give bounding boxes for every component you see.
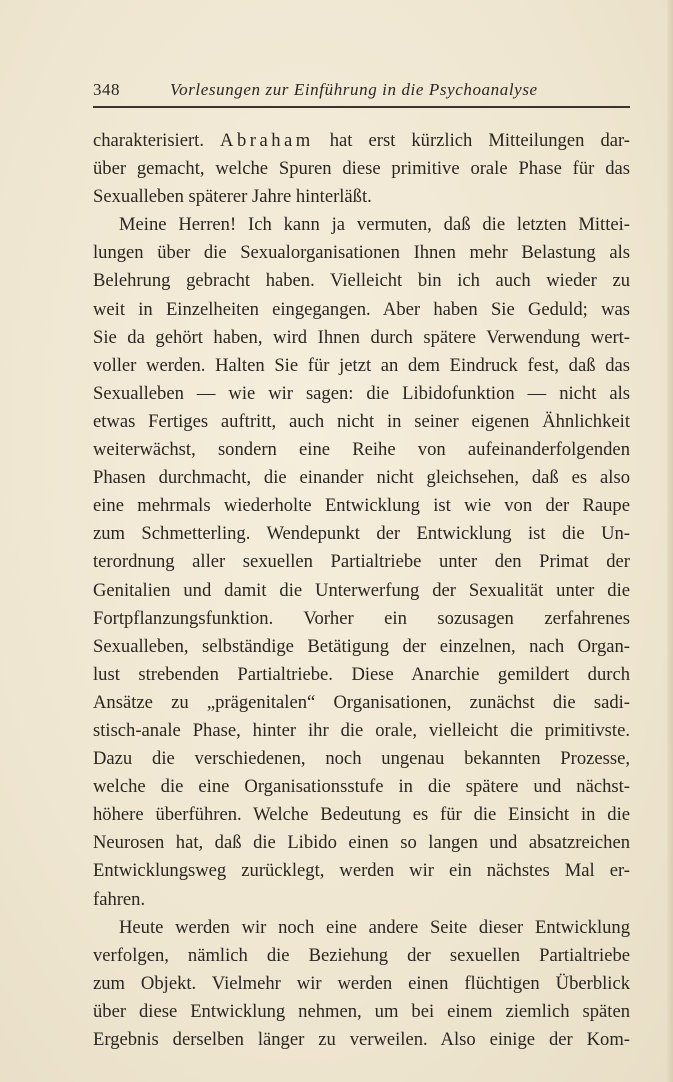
spaced-author-name: Abraham [220,130,314,151]
text-line: Sexualleben — wie wir sagen: die Libidofunktion — nicht als [93,382,630,404]
text-line: verfolgen, nämlich die Beziehung der sexuellen Partialtriebe [93,944,630,966]
text-line: terordnung aller sexuellen Partialtriebe unter den Primat der [93,551,630,573]
first-line-before: charakterisiert. [93,130,221,151]
text-line: Phasen durchmacht, die einander nicht gleichsehen, daß es also [93,467,630,489]
text-line: zum Objekt. Vielmehr wir werden einen flüchtigen Überblick [93,972,630,994]
text-line: lungen über die Sexualorganisationen Ihnen mehr Belastung als [93,242,630,264]
text-line: stisch-anale Phase, hinter ihr die orale, vielleicht die primitivste. [93,719,630,741]
text-line: Heute werden wir noch eine andere Seite dieser Entwicklung [119,916,630,938]
text-line: Sexualleben späterer Jahre hinterläßt. [93,186,372,208]
text-line: über gemacht, welche Spuren diese primitive orale Phase für das [93,158,630,180]
text-line: Dazu die verschiedenen, noch ungenau bekannten Prozesse, [93,748,630,770]
text-line: über diese Entwicklung nehmen, um bei einem ziemlich späten [93,1000,630,1022]
text-line: Fortpflanzungsfunktion. Vorher ein sozusagen zerfahrenes [93,607,630,629]
text-line: Ergebnis derselben länger zu verweilen. Also einige der Kom- [93,1029,630,1050]
text-line: Sexualleben, selbständige Betätigung der einzelnen, nach Organ- [93,635,630,657]
text-line: weiterwächst, sondern eine Reihe von aufeinanderfolgenden [93,439,630,461]
text-line: Belehrung gebracht haben. Vielleicht bin ich auch wieder zu [93,270,630,292]
page-number: 348 [93,80,120,99]
text-line: weit in Einzelheiten eingegangen. Aber haben Sie Geduld; was [93,298,630,320]
first-line-after: hat erst kürzlich Mitteilungen dar- [313,130,630,151]
text-line: etwas Fertiges auftritt, auch nicht in seiner eigenen Ähnlichkeit [93,410,630,432]
text-line: Neurosen hat, daß die Libido einen so langen und absatzreichen [93,832,630,854]
text-line: Sie da gehört haben, wird Ihnen durch spätere Verwendung wert- [93,326,630,348]
text-line: voller werden. Halten Sie für jetzt an dem Eindruck fest, daß das [93,354,630,376]
text-line: lust strebenden Partialtriebe. Diese Anarchie gemildert durch [93,663,630,685]
text-line: welche die eine Organisationsstufe in die spätere und nächst- [93,776,630,798]
header-rule [93,106,630,108]
text-line: eine mehrmals wiederholte Entwicklung ist wie von der Raupe [93,495,630,517]
running-title: Vorlesungen zur Einführung in die Psychoanalyse [170,80,538,99]
text-line: Entwicklungsweg zurücklegt, werden wir ein nächstes Mal er- [93,860,630,882]
text-line: Ansätze zu „prägenitalen“ Organisationen, zunächst die sadi- [93,691,630,713]
text-line: Meine Herren! Ich kann ja vermuten, daß die letzten Mittei- [119,214,630,236]
body-text [93,127,630,1054]
text-line: höhere überführen. Welche Bedeutung es für die Einsicht in die [93,804,630,826]
running-header [93,76,630,106]
text-line: fahren. [93,888,146,910]
text-line: Genitalien und damit die Unterwerfung der Sexualität unter die [93,579,630,601]
page-edge-shadow [667,0,673,1082]
text-line-first [93,127,630,155]
text-line: zum Schmetterling. Wendepunkt der Entwicklung ist die Un- [93,523,630,545]
